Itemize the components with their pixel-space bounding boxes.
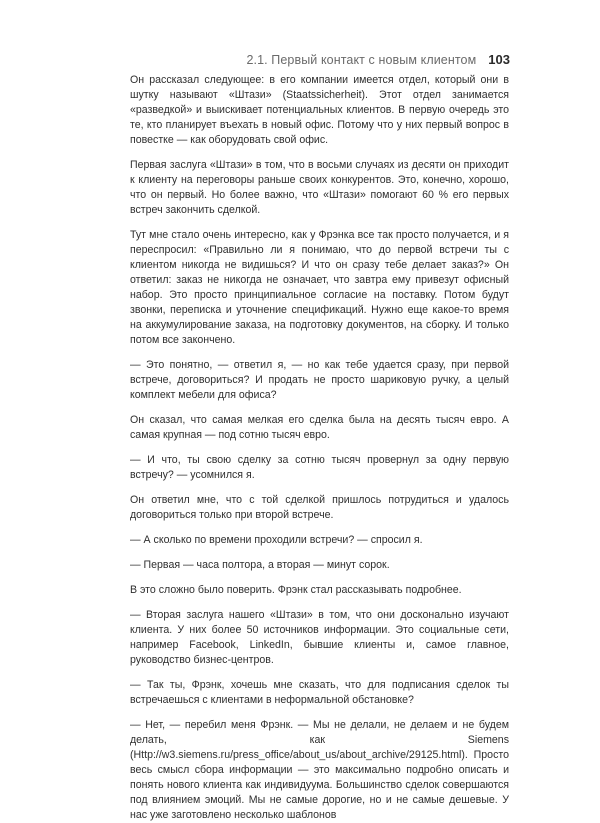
paragraph: — А сколько по времени проходили встречи? — спросил я. xyxy=(130,534,423,546)
paragraph: — Так ты, Фрэнк, хочешь мне сказать, что для подписания сделок ты встречаешься с клиентами в неформальной обстановке? xyxy=(130,679,509,706)
paragraph: — Это понятно, — ответил я, — но как тебе удается сразу, при первой встрече, договориться? И продать не просто шариковую ручку, а целый комплект мебели для офиса? xyxy=(130,359,509,401)
paragraph: Тут мне стало очень интересно, как у Фрэнка все так просто получается, и я переспросил: «Правильно ли я понимаю, что до первой встречи ты с клиентом никогда не видишься? И что он сразу тебе делает заказ?» Он ответил: заказ не никогда не означает, что завтра ему привезут офисный набор. Это просто принципиальное согласие на поставку. Потом будут звонки, переписка и уточнение спецификаций. Нужно еще какое-то время на аккумулирование заказа, на подготовку документов, на сборку. И только потом все закончено. xyxy=(130,229,509,346)
paragraph: Он рассказал следующее: в его компании имеется отдел, который они в шутку называют «Штази» (Staatssicherheit). Этот отдел занимается «разведкой» и выискивает потенциальных клиентов. В первую очередь это те, кто планирует въехать в новый офис. Потому что у них первый вопрос в повестке — как оборудовать свой офис. xyxy=(130,74,509,146)
paragraph: Он ответил мне, что с той сделкой пришлось потрудиться и удалось договориться только при второй встрече. xyxy=(130,494,509,521)
page-number: 103 xyxy=(488,52,510,67)
paragraph: — Нет, — перебил меня Фрэнк. — Мы не делали, не делаем и не будем делать, как Siemens (Http://w3.siemens.ru/press_office/about_us/about_archive/29125.html). Просто весь смысл сбора информации — это максимально подробно описать и понять нового клиента как индивидуума. Большинство сделок совершаются под влиянием эмоций. Мы не самые дорогие, но и не самые дешевые. У нас уже заготовлено несколько шаблонов xyxy=(130,719,509,821)
paragraph: Первая заслуга «Штази» в том, что в восьми случаях из десяти он приходит к клиенту на переговоры раньше своих конкурентов. Это, конечно, хорошо, что он первый. Но более важно, что «Штази» помогают 60 % его первых встреч закончить сделкой. xyxy=(130,159,509,216)
paragraph: В это сложно было поверить. Фрэнк стал рассказывать подробнее. xyxy=(130,584,462,596)
paragraph: — И что, ты свою сделку за сотню тысяч провернул за одну первую встречу? — усомнился я. xyxy=(130,454,509,481)
running-head xyxy=(246,52,510,68)
body-text xyxy=(130,73,509,823)
paragraph: — Первая — часа полтора, а вторая — минут сорок. xyxy=(130,559,390,571)
paragraph: — Вторая заслуга нашего «Штази» в том, что они досконально изучают клиента. У них более 50 источников информации. Это социальные сети, например Facebook, LinkedIn, бывшие клиенты и, самое главное, руководство бизнес-центров. xyxy=(130,609,509,666)
running-title: 2.1. Первый контакт с новым клиентом xyxy=(246,53,477,67)
paragraph: Он сказал, что самая мелкая его сделка была на десять тысяч евро. А самая крупная — под сотню тысяч евро. xyxy=(130,414,509,441)
